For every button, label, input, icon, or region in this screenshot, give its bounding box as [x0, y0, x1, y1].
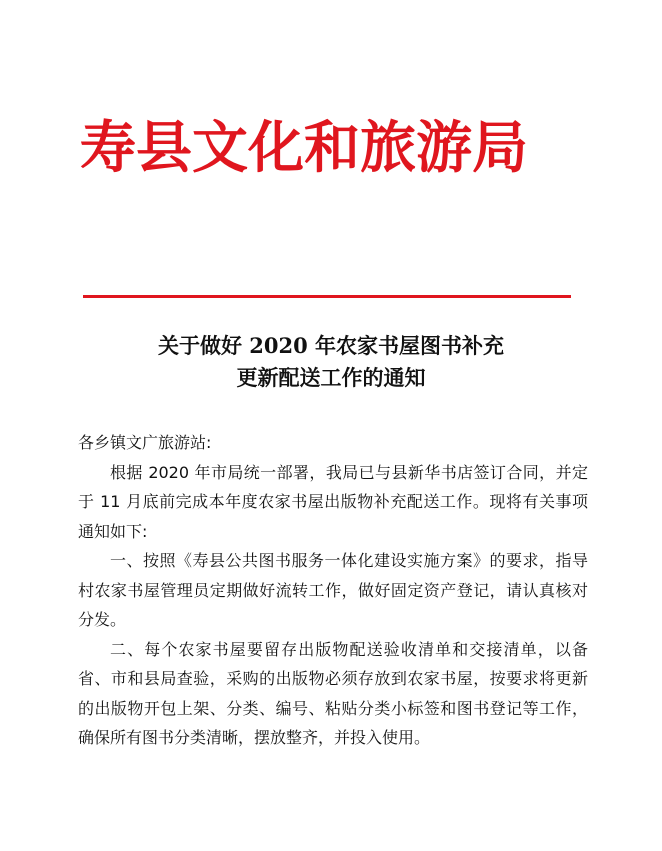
- salutation: 各乡镇文广旅游站:: [78, 433, 212, 452]
- document-title-line-1: 关于做好 2020 年农家书屋图书补充: [157, 333, 505, 358]
- body-paragraph-2: 一、按照《寿县公共图书服务一体化建设实施方案》的要求，指导村农家书屋管理员定期做好流转工作，做好固定资产登记，请认真核对分发。: [78, 551, 588, 629]
- issuing-organization-header: 寿县文化和旅游局: [80, 115, 528, 181]
- document-title-line-2: 更新配送工作的通知: [236, 365, 426, 390]
- document-body: [78, 428, 588, 753]
- body-paragraph-3: 二、每个农家书屋要留存出版物配送验收清单和交接清单，以备省、市和县局查验，采购的出版物必须存放到农家书屋，按要求将更新的出版物开包上架、分类、编号、粘贴分类小标签和图书登记等工作，确保所有图书分类清晰，摆放整齐，并投入使用。: [78, 639, 588, 747]
- red-divider-line: [83, 295, 571, 298]
- document-title: [60, 330, 602, 394]
- body-paragraph-1: 根据 2020 年市局统一部署，我局已与县新华书店签订合同，并定于 11 月底前完成本年度农家书屋出版物补充配送工作。现将有关事项通知如下:: [78, 462, 588, 541]
